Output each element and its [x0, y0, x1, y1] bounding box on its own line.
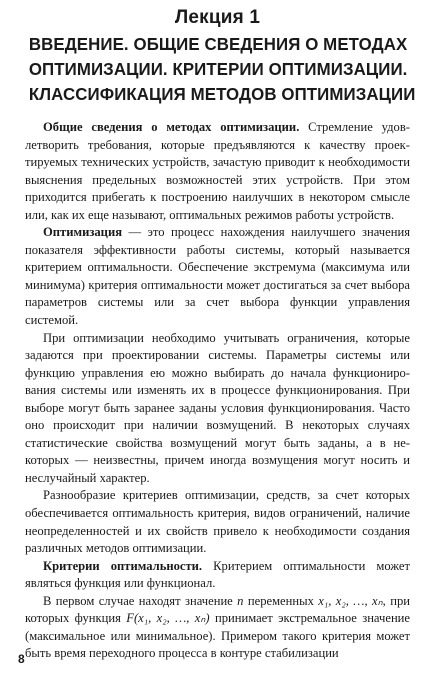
- paragraph-criteria: [25, 558, 410, 593]
- term-criteria: Критерии оптимальности.: [43, 558, 203, 573]
- paragraph-optimization: [25, 224, 410, 329]
- paragraph-constraints: При оптимизации необходимо учитывать ограничения, которые задаются при проектировании системы. Параметры системы или функцию управления ею можно выбирать до начала функционирования системы или изменять их в процессе функционирования. При выборе могут быть заранее заданы условия функционирования. Часто оно происходит при наличии возмущений. В некоторых случаях статистические свойства возмущений могут быть заданы, а в некоторых — неизвестны, причем иногда возмущения могут носить и неслучайный характер.: [25, 330, 410, 485]
- paragraph-first-case: [25, 593, 410, 663]
- paragraph-diversity: Разнообразие критериев оптимизации, средств, за счет которых обеспечивается оптимальность критерия, видов ограничений, наличие неопределенностей и их свойств привело к необходимости создания различных методов оптимизации.: [25, 488, 410, 556]
- chapter-title-line: ВВЕДЕНИЕ. ОБЩИЕ СВЕДЕНИЯ О МЕТОДАХ: [28, 34, 408, 54]
- lecture-label: Лекция 1: [174, 7, 261, 28]
- chapter-title-line: ОПТИМИЗАЦИИ. КРИТЕРИИ ОПТИМИЗАЦИИ.: [28, 59, 408, 79]
- function-f: F(x₁, x₂, …, xₙ): [126, 611, 210, 626]
- paragraph-text: принимает экстремальное значение (максимальное или минимальное). Примером такого критерия может быть время переходного процесса в контуре стабилизации: [25, 611, 411, 661]
- paragraph-text: Стремление удовлетворить требования, которые предъявляются к качеству проектируемых технических устройств, зачастую приводит к необходимости выяснения предельных возможностей этих устройств. При этом приходится прибегать к построению наилучших в некотором смысле или, как их еще называют, оптимальных режимов работы устройств.: [25, 120, 410, 222]
- paragraph-general-info: [25, 119, 410, 224]
- paragraph-text: — это процесс нахождения наилучшего значения показателя эффективности работы системы, который называется критерием оптимальности. Обеспечение экстремума (максимума или минимума) критерия оптимальности может достигаться за счет выбора параметров системы или за счет выбора функции управления системой.: [25, 225, 410, 328]
- chapter-title-line: КЛАССИФИКАЦИЯ МЕТОДОВ ОПТИМИЗАЦИИ: [28, 84, 416, 104]
- page-number: 8: [18, 652, 25, 666]
- chapter-title: [28, 32, 416, 107]
- variable-n: n: [237, 593, 244, 608]
- paragraph-text: Критерием оптимальности может являться функция или функционал.: [25, 558, 411, 591]
- term-optimization: Оптимизация: [43, 225, 123, 240]
- variables-x: x₁, x₂, …, xₙ: [318, 593, 383, 608]
- paragraph-text: переменных: [243, 593, 319, 608]
- paragraph-text: В первом случае находят значение: [43, 593, 238, 608]
- term-general-info: Общие сведения о методах оптимизации.: [43, 120, 300, 134]
- paragraph-text: , при которых функция: [25, 593, 410, 626]
- body-text: [25, 119, 410, 663]
